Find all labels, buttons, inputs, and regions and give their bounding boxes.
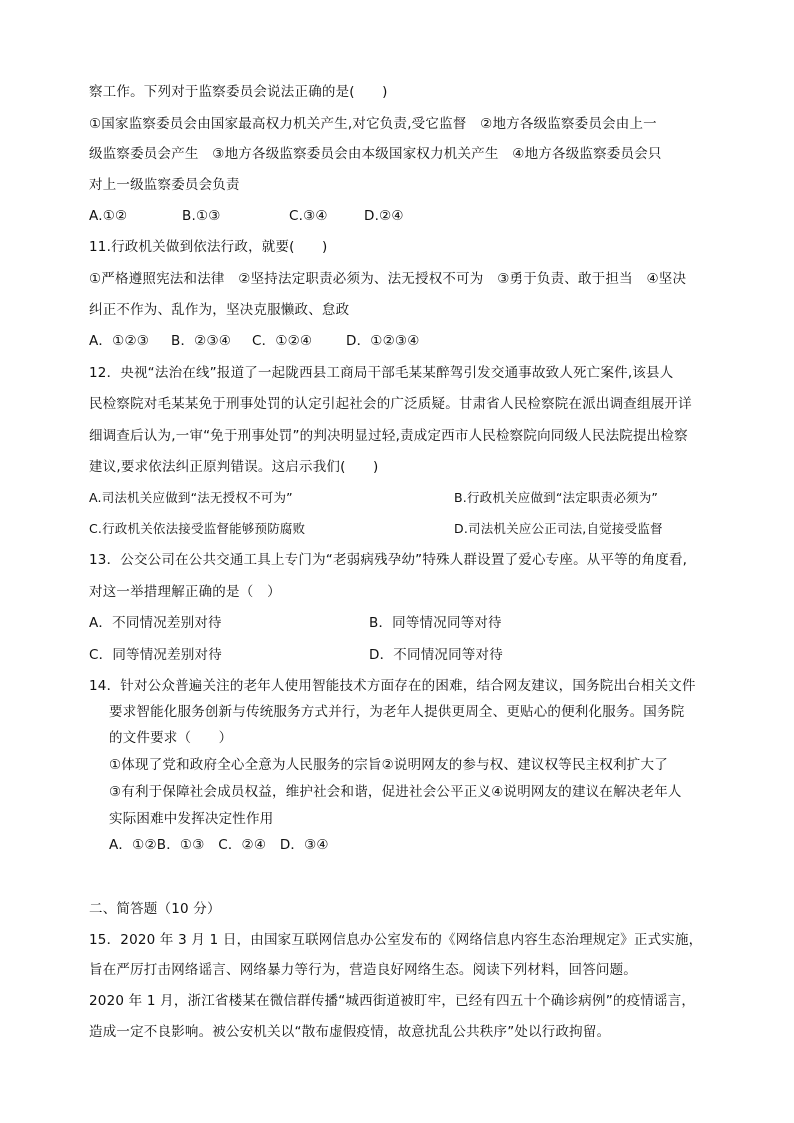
q12-line-4: 建议,要求依法纠正原判错误。这启示我们( ) [89,459,379,475]
q10-options-line-1: ①国家监察委员会由国家最高权力机关产生,对它负责,受它监督 ②地方各级监察委员会由上一 [89,116,657,132]
q14-line-3: 的文件要求（ ） [109,730,233,746]
q12-line-3: 细调查后认为,一审“免于刑事处罚”的判决明显过轻,责成定西市人民检察院向同级人民法院提出检察 [89,428,688,444]
q14-line-2: 要求智能化服务创新与传统服务方式并行，为老年人提供更周全、更贴心的便利化服务。国务院 [109,704,685,720]
q12-option-b: B.行政机关应做到“法定职责必须为” [454,490,659,505]
q13-option-a: A．不同情况差别对待 [89,615,222,631]
q15-line-1: 15．2020 年 3 月 1 日，由国家互联网信息办公室发布的《网络信息内容生态治理规定》正式实施， [89,932,703,948]
q14-options-line-3: 实际困难中发挥决定性作用 [109,811,274,827]
q11-stem: 11.行政机关做到依法行政，就要( ) [89,239,328,255]
q10-options-line-2: 级监察委员会产生 ③地方各级监察委员会由本级国家权力机关产生 ④地方各级监察委员会只 [89,146,662,162]
q13-option-c: C．同等情况差别对待 [89,647,222,663]
q14-options-line-1: ①体现了党和政府全心全意为人民服务的宗旨②说明网友的参与权、建议权等民主权利扩大了 [109,757,668,773]
q11-answer-a: A．①②③ [89,333,150,349]
q12-line-1: 12．央视“法治在线”报道了一起陇西县工商局干部毛某某醉驾引发交通事故致人死亡案件,该县人 [89,365,674,381]
q12-option-a: A.司法机关应做到“法无授权不可为” [89,490,293,505]
q10-answer-d: D.②④ [364,208,404,224]
q13-option-b: B．同等情况同等对待 [369,615,502,631]
q10-stem: 察工作。下列对于监察委员会说法正确的是( ) [89,84,388,100]
q11-answer-b: B．②③④ [171,333,232,349]
q11-answer-c: C．①②④ [252,333,313,349]
q11-options-line-1: ①严格遵照宪法和法律 ②坚持法定职责必须为、法无授权不可为 ③勇于负责、敢于担当 ④坚决 [89,271,687,287]
q13-line-1: 13．公交公司在公共交通工具上专门为“老弱病残孕幼”特殊人群设置了爱心专座。从平等的角度看, [89,552,688,568]
q12-option-d: D.司法机关应公正司法,自觉接受监督 [454,521,663,536]
q14-options-line-2: ③有利于保障社会成员权益，维护社会和谐，促进社会公平正义④说明网友的建议在解决老年人 [109,784,682,800]
q10-options-line-3: 对上一级监察委员会负责 [89,177,240,193]
q13-option-d: D．不同情况同等对待 [369,647,503,663]
q13-line-2: 对这一举措理解正确的是（ ） [89,584,281,600]
q11-options-line-2: 纠正不作为、乱作为，坚决克服懒政、怠政 [89,302,350,318]
section-heading: 二、简答题（10 分） [89,901,221,917]
q10-answer-a: A.①② [89,208,128,224]
q14-line-1: 14．针对公众普遍关注的老年人使用智能技术方面存在的困难，结合网友建议，国务院出台相关文件 [89,678,696,694]
q10-answer-c: C.③④ [289,208,328,224]
q15-line-4: 造成一定不良影响。被公安机关以“散布虚假疫情，故意扰乱公共秩序”处以行政拘留。 [89,1024,611,1040]
q15-line-2: 旨在严厉打击网络谣言、网络暴力等行为，营造良好网络生态。阅读下列材料，回答问题。 [89,962,637,978]
q12-line-2: 民检察院对毛某某免于刑事处罚的认定引起社会的广泛质疑。甘肃省人民检察院在派出调查组展开详 [89,396,692,412]
q10-answer-b: B.①③ [182,208,221,224]
q14-answers: A．①②B．①③ C．②④ D．③④ [109,837,329,853]
q15-line-3: 2020 年 1 月，浙江省楼某在微信群传播“城西街道被盯牢，已经有四五十个确诊病例”的疫情谣言， [89,993,696,1009]
q11-answer-d: D．①②③④ [346,333,420,349]
q12-option-c: C.行政机关依法接受监督能够预防腐败 [89,521,306,536]
